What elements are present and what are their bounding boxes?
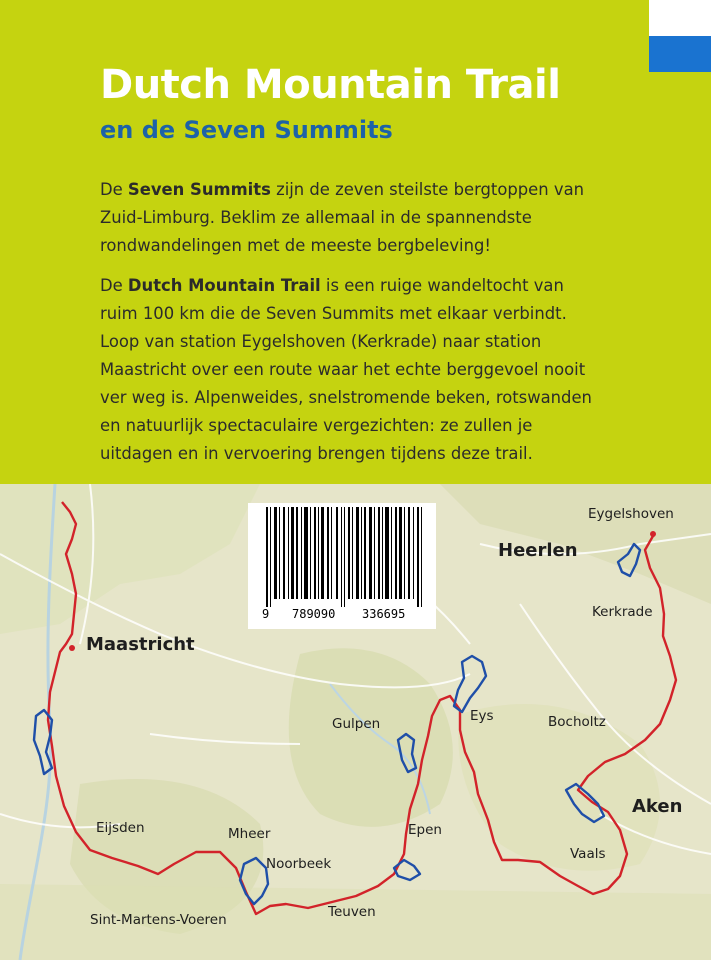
place-eijsden: Eijsden <box>96 820 145 836</box>
book-subtitle: en de Seven Summits <box>100 116 393 144</box>
place-vaals: Vaals <box>570 846 606 862</box>
place-noorbeek: Noorbeek <box>266 856 332 872</box>
trail-map <box>0 484 711 960</box>
place-gulpen: Gulpen <box>332 716 381 732</box>
flag-badge <box>649 0 711 72</box>
place-eygelshoven: Eygelshoven <box>588 506 674 522</box>
place-heerlen: Heerlen <box>498 540 578 561</box>
place-mheer: Mheer <box>228 826 271 842</box>
place-kerkrade: Kerkrade <box>592 604 653 620</box>
place-teuven: Teuven <box>328 904 376 920</box>
place-eys: Eys <box>470 708 494 724</box>
barcode-bars <box>260 507 430 607</box>
barcode: 9 789090 336695 <box>248 503 436 629</box>
place-bocholtz: Bocholtz <box>548 714 606 730</box>
place-aken: Aken <box>632 796 683 817</box>
place-sint-martens-voeren: Sint-Martens-Voeren <box>90 912 227 928</box>
place-maastricht: Maastricht <box>86 634 195 655</box>
place-epen: Epen <box>408 822 442 838</box>
intro-paragraph-1: De Seven Summits zijn de zeven steilste bergtoppen van Zuid-Limburg. Beklim ze allemaal in de spannendste rondwandelingen met de meeste bergbeleving! <box>100 180 585 255</box>
intro-paragraph-2: De Dutch Mountain Trail is een ruige wandeltocht van ruim 100 km die de Seven Summits met elkaar verbindt. Loop van station Eygelshoven (Kerkrade) naar station Maastricht over een route waar het echte berggevoel nooit ver weg is. Alpenweides, snelstromende beken, rotswanden en natuurlijk spectaculaire vergezichten: ze zullen je uitdagen en in vervoering brengen tijdens deze trail. <box>100 276 592 463</box>
book-title: Dutch Mountain Trail <box>100 62 561 108</box>
